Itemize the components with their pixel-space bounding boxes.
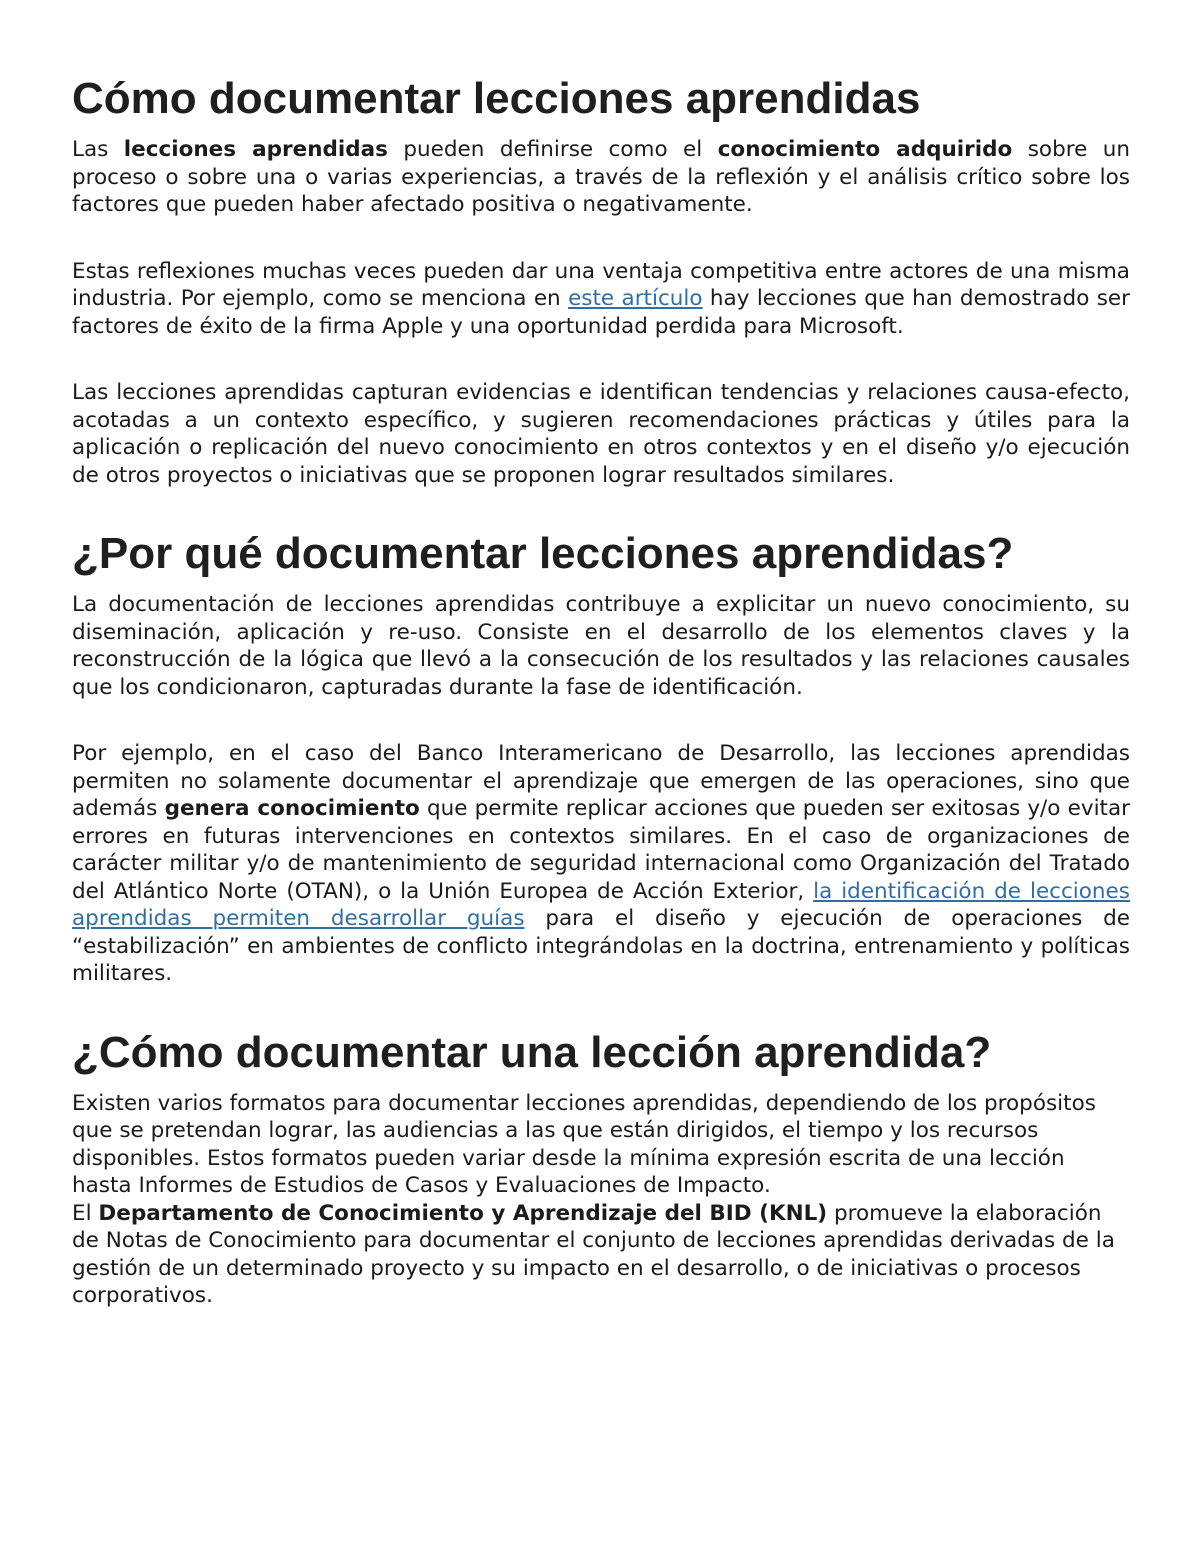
ventaja-text-1: Estas reflexiones muchas veces pueden dar una ventaja competitiva entre actores de una misma industria. Por ejemplo, como se menciona en xyxy=(72,258,1130,311)
section-heading-como: ¿Cómo documentar una lección aprendida? xyxy=(72,1027,992,1077)
este-articulo-link[interactable]: este artículo xyxy=(568,286,703,311)
intro-paragraph xyxy=(72,136,1130,219)
bid-text-1: Por ejemplo, en el caso del Banco Interamericano de Desarrollo, las lecciones aprendidas permiten no solamente documentar el aprendizaje que emergen de las operaciones, sino que además xyxy=(72,741,1130,821)
intro-text-3: sobre un proceso o sobre una o varias experiencias, a través de la reflexión y el análisis crítico sobre los factores que pueden haber afectado positiva o negativamente. xyxy=(72,137,1130,217)
bid-text-3: para el diseño y ejecución de operaciones de “estabilización” en ambientes de conflicto integrándolas en la doctrina, entrenamiento y políticas militares. xyxy=(72,906,1130,986)
bid-bold-genera: genera conocimiento xyxy=(164,796,420,821)
bid-text-2: que permite replicar acciones que pueden ser exitosas y/o evitar errores en futuras intervenciones en contextos similares. En el caso de organizaciones de carácter militar y/o de mantenimiento de seguridad internacional como Organización del Tratado del Atlántico Norte (OTAN), o la Unión Europea de Acción Exterior, xyxy=(72,796,1130,904)
ventaja-text-2: hay lecciones que han demostrado ser factores de éxito de la firma Apple y una oportunidad perdida para Microsoft. xyxy=(72,286,1130,339)
knl-text-2: promueve la elaboración de Notas de Conocimiento para documentar el conjunto de lecciones aprendidas derivadas de la gestión de un determinado proyecto y su impacto en el desarrollo, o de iniciativas o procesos corporativos. xyxy=(72,1200,1115,1308)
intro-bold-conocimiento: conocimiento adquirido xyxy=(717,137,1013,162)
formatos-paragraph: Existen varios formatos para documentar lecciones aprendidas, dependiendo de los propósitos que se pretendan lograr, las audiencias a las que están dirigidos, el tiempo y los recursos disponibles. Estos formatos pueden variar desde la mínima expresión escrita de una lección hasta Informes de Estudios de Casos y Evaluaciones de Impacto. xyxy=(72,1090,1096,1198)
ventaja-paragraph xyxy=(72,258,1130,341)
evidencias-paragraph: Las lecciones aprendidas capturan evidencias e identifican tendencias y relaciones causa-efecto, acotadas a un contexto específico, y sugieren recomendaciones prácticas y útiles para la aplicación o replicación del nuevo conocimiento en otros contextos y en el diseño y/o ejecución de otros proyectos o iniciativas que se proponen lograr resultados similares. xyxy=(72,380,1130,488)
bid-example-paragraph xyxy=(72,740,1130,988)
document-page xyxy=(72,72,1130,1310)
documentacion-paragraph: La documentación de lecciones aprendidas contribuye a explicitar un nuevo conocimiento, su diseminación, aplicación y re-uso. Consiste en el desarrollo de los elementos claves y la reconstrucción de la lógica que llevó a la consecución de los resultados y las relaciones causales que los condicionaron, capturadas durante la fase de identificación. xyxy=(72,592,1130,700)
intro-bold-lecciones: lecciones aprendidas xyxy=(123,137,388,162)
section-heading-por-que: ¿Por qué documentar lecciones aprendidas? xyxy=(72,529,1014,578)
guias-link[interactable]: la identificación de lecciones aprendidas permiten desarrollar guías xyxy=(72,878,1130,931)
intro-text-2: pueden definirse como el xyxy=(387,137,718,162)
intro-text-1: Las xyxy=(72,137,124,162)
page-title: Cómo documentar lecciones aprendidas xyxy=(72,74,921,123)
knl-paragraph xyxy=(72,1200,1130,1310)
knl-bold-departamento: Departamento de Conocimiento y Aprendizaje del BID (KNL) xyxy=(98,1200,828,1226)
knl-text-1: El xyxy=(72,1200,99,1226)
